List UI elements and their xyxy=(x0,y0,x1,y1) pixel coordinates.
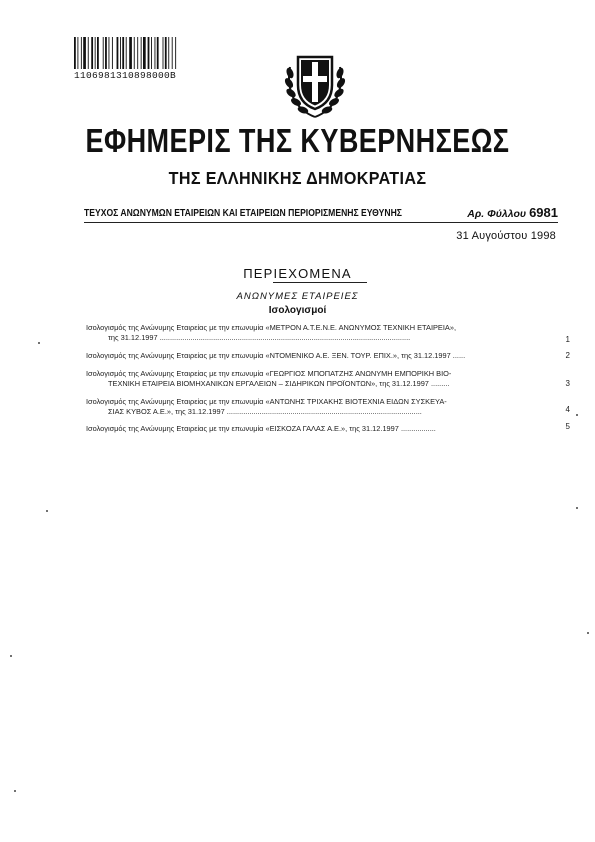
scan-speck xyxy=(576,414,578,416)
barcode-number: 1106981310898000B xyxy=(74,70,177,81)
sheet-number-block xyxy=(467,205,558,220)
entry-page-number: 3 xyxy=(565,379,570,388)
entry-line-1: Ισολογισμός της Ανώνυμης Εταιρείας με την επωνυμία «ΕΙΣΚΟΖΑ ΓΑΛΑΣ Α.Ε.», της 31.12.1997 ................. xyxy=(86,424,436,433)
contents-entry xyxy=(86,351,570,361)
scan-speck xyxy=(587,632,589,634)
entry-line-1: Ισολογισμός της Ανώνυμης Εταιρείας με την επωνυμία «ΑΝΤΩΝΗΣ ΤΡΙΧΑΚΗΣ ΒΙΟΤΕΧΝΙΑ ΕΙΔΩΝ ΣΥΣΚΕΥΑ- xyxy=(86,397,447,406)
entry-line-2: ΣΙΑΣ ΚΥΒΟΣ Α.Ε.», της 31.12.1997 ............................................................................................... xyxy=(108,407,422,416)
entry-line-2: της 31.12.1997 .......................................................................................................................... xyxy=(108,333,411,342)
scan-speck xyxy=(10,655,12,657)
scan-speck xyxy=(576,507,578,509)
entry-page-number: 5 xyxy=(565,422,570,431)
issue-line xyxy=(84,205,558,223)
entry-page-number: 2 xyxy=(565,351,570,360)
greek-coat-of-arms-icon xyxy=(282,45,348,121)
contents-entry xyxy=(86,323,570,344)
entry-line-1: Ισολογισμός της Ανώνυμης Εταιρείας με την επωνυμία «ΓΕΩΡΓΙΟΣ ΜΠΟΠΑΤΖΗΣ ΑΝΩΝΥΜΗ ΕΜΠΟΡΙΚΗ ΒΙΟ- xyxy=(86,369,452,378)
gazette-subtitle: ΤΗΣ ΕΛΛΗΝΙΚΗΣ ΔΗΜΟΚΡΑΤΙΑΣ xyxy=(168,168,427,188)
entry-line-1: Ισολογισμός της Ανώνυμης Εταιρείας με την επωνυμία «ΝΤΟΜΕΝΙΚΟ Α.Ε. ΞΕΝ. ΤΟΥΡ. ΕΠΙΧ.», της 31.12.1997 ...... xyxy=(86,351,466,360)
sheet-number: 6981 xyxy=(529,205,558,220)
contents-entry xyxy=(86,422,570,434)
gazette-title: ΕΦΗΜΕΡΙΣ ΤΗΣ ΚΥΒΕΡΝΗΣΕΩΣ xyxy=(85,122,510,159)
scan-speck xyxy=(46,510,48,512)
issue-date: 31 Αυγούστου 1998 xyxy=(456,230,556,242)
issue-series: ΤΕΥΧΟΣ ΑΝΩΝΥΜΩΝ ΕΤΑΙΡΕΙΩΝ ΚΑΙ ΕΤΑΙΡΕΙΩΝ ΠΕΡΙΟΡΙΣΜΕΝΗΣ ΕΥΘΥΝΗΣ xyxy=(84,208,402,219)
sheet-label: Αρ. Φύλλου xyxy=(467,208,527,220)
scan-speck xyxy=(38,342,40,344)
contents-entry xyxy=(86,397,570,417)
contents-divider xyxy=(273,282,367,283)
scan-speck xyxy=(14,790,16,792)
entry-page-number: 4 xyxy=(565,405,570,414)
contents-title: ΠΕΡΙΕΧΟΜΕΝΑ xyxy=(243,266,352,281)
subsection-title: Ισολογισμοί xyxy=(268,305,327,316)
contents-entry xyxy=(86,369,570,389)
barcode-icon xyxy=(74,37,210,69)
section-title: ΑΝΩΝΥΜΕΣ ΕΤΑΙΡΕΙΕΣ xyxy=(236,291,359,302)
entry-line-1: Ισολογισμός της Ανώνυμης Εταιρείας με την επωνυμία «ΜΕΤΡΟΝ Α.Τ.Ε.Ν.Ε. ΑΝΩΝΥΜΟΣ ΤΕΧΝΙΚΗ ΕΤΑΙΡΕΙΑ», xyxy=(86,323,457,332)
entry-line-2: ΤΕΧΝΙΚΗ ΕΤΑΙΡΕΙΑ ΒΙΟΜΗΧΑΝΙΚΩΝ ΕΡΓΑΛΕΙΩΝ – ΣΙΔΗΡΙΚΩΝ ΠΡΟΪΟΝΤΩΝ», της 31.12.1997 ......... xyxy=(108,379,450,388)
entry-page-number: 1 xyxy=(565,335,570,344)
